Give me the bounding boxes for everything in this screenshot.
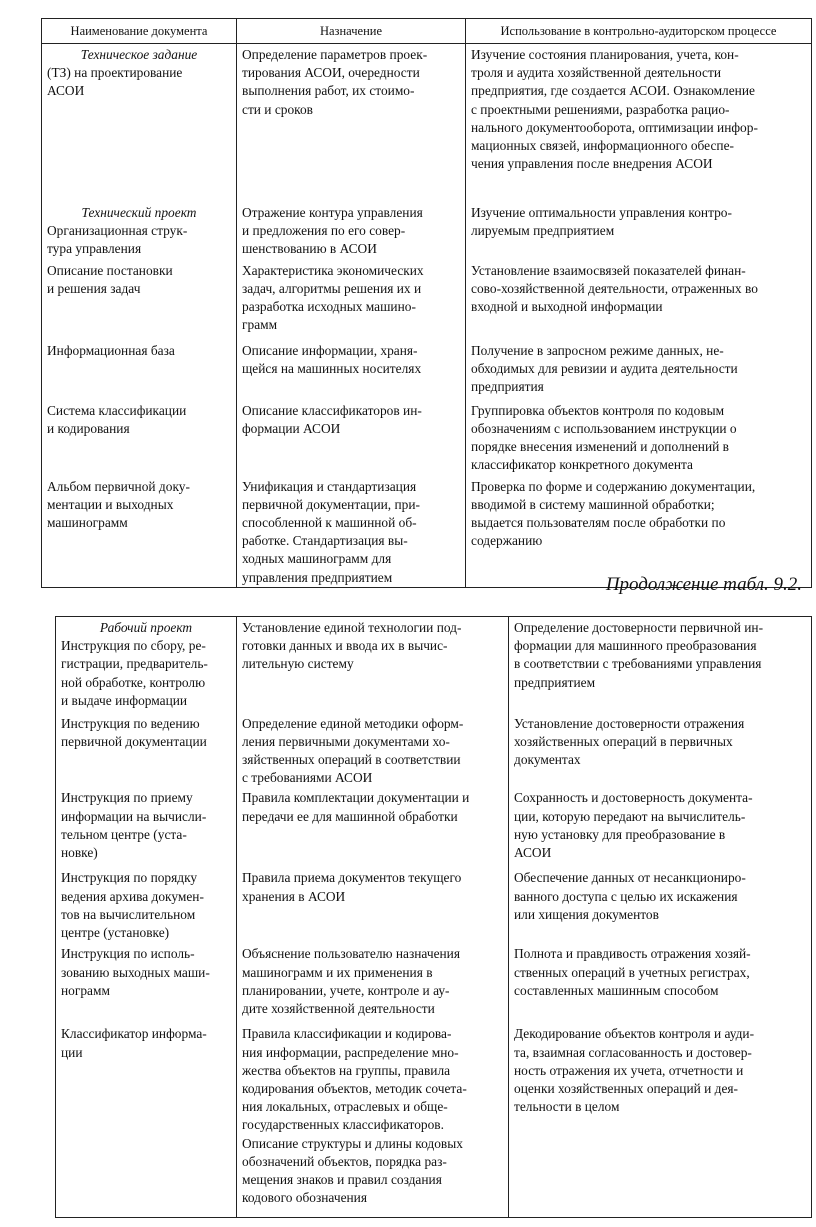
document-name: Организационная струк- тура управления [47, 222, 188, 256]
usage-cell: Изучение состояния планирования, учета, кон- троля и аудита хозяйственной деятельности предприятия, где создается АСОИ. Ознакомление с проектными решениями, разработка рацио- нального документооборота, оптимизации инфор- мационных связей, информационного обеспе- чения управления после внедрения АСОИ [466, 44, 812, 202]
purpose-cell: Объяснение пользователю назначения машинограмм и их применения в планировании, учете, контроле и ау- дите хозяйственной деятельности [237, 943, 509, 1023]
document-name-cell [42, 400, 237, 476]
purpose-cell: Описание классификаторов ин- формации АСОИ [237, 400, 466, 476]
table-row [56, 617, 812, 713]
table-row [56, 713, 812, 788]
usage-cell: Обеспечение данных от несанкциониро- ванного доступа с целью их искажения или хищения документов [509, 867, 812, 943]
document-name-cell [42, 202, 237, 260]
table-row [56, 867, 812, 943]
document-name-cell [42, 44, 237, 202]
document-name-cell [42, 340, 237, 400]
document-name: Инструкция по приему информации на вычисли- тельном центре (уста- новке) [61, 790, 207, 860]
document-name-cell [56, 787, 237, 867]
purpose-cell: Правила классификации и кодирова- ния информации, распределение мно- жества объектов на группы, правила кодирования объектов, методик сочета- ния локальных, отраслевых и обще- государственных классификаторов. Описание структуры и длины кодовых обозначений объектов, порядка раз- мещения знаков и правил создания кодового обозначения [237, 1023, 509, 1217]
document-table-part2 [55, 616, 812, 1218]
table-row [42, 400, 812, 476]
document-name: Инструкция по ведению первичной документации [61, 715, 207, 749]
document-name: Система классификации и кодирования [47, 402, 187, 436]
purpose-cell: Унификация и стандартизация первичной документации, при- способленной к машинной об- работке. Стандартизация вы- ходных машинограмм для управления предприятием [237, 476, 466, 588]
document-name: Альбом первичной доку- ментации и выходных машинограмм [47, 478, 190, 530]
table-row [42, 476, 812, 588]
purpose-cell: Установление единой технологии под- готовки данных и ввода их в вычис- лительную систему [237, 617, 509, 713]
header-document-name: Наименование документа [42, 19, 237, 44]
table-row [56, 943, 812, 1023]
document-name-cell [42, 260, 237, 340]
purpose-cell: Описание информации, храня- щейся на машинных носителях [237, 340, 466, 400]
document-name-cell [56, 867, 237, 943]
table-row [42, 260, 812, 340]
usage-cell: Проверка по форме и содержанию документации, вводимой в систему машинной обработки; выдается пользователям после обработки по содержанию [466, 476, 812, 588]
purpose-cell: Характеристика экономических задач, алгоритмы решения их и разработка исходных машино- грамм [237, 260, 466, 340]
document-name: Информационная база [47, 342, 175, 358]
document-name: Инструкция по порядку ведения архива докумен- тов на вычислительном центре (установке) [61, 870, 204, 940]
purpose-cell: Отражение контура управления и предложения по его совер- шенствованию в АСОИ [237, 202, 466, 260]
usage-cell: Определение достоверности первичной ин- формации для машинного преобразования в соответствии с требованиями управления предприятием [509, 617, 812, 713]
table-row [56, 1023, 812, 1217]
document-name-cell [56, 617, 237, 713]
usage-cell: Изучение оптимальности управления контро- лируемым предприятием [466, 202, 812, 260]
purpose-cell: Определение параметров проек- тирования АСОИ, очередности выполнения работ, их стоимо- сти и сроков [237, 44, 466, 202]
usage-cell: Получение в запросном режиме данных, не- обходимых для ревизии и аудита деятельности предприятия [466, 340, 812, 400]
usage-cell: Сохранность и достоверность документа- ции, которую передают на вычислитель- ную установку для преобразование в АСОИ [509, 787, 812, 867]
document-name-cell [56, 1023, 237, 1217]
purpose-cell: Определение единой методики оформ- ления первичными документами хо- зяйственных операций в соответствии с требованиями АСОИ [237, 713, 509, 788]
purpose-cell: Правила комплектации документации и передачи ее для машинной обработки [237, 787, 509, 867]
section-title: Техническое задание [80, 47, 198, 62]
purpose-cell: Правила приема документов текущего хранения в АСОИ [237, 867, 509, 943]
table-row [42, 202, 812, 260]
document-name-cell [56, 713, 237, 788]
section-title: Технический проект [81, 204, 197, 220]
document-name: Описание постановки и решения задач [47, 262, 173, 296]
usage-cell: Декодирование объектов контроля и ауди- та, взаимная согласованность и достовер- ность отражения их учета, отчетности и оценки хозяйственных операций и дея- тельности в целом [509, 1023, 812, 1217]
document-name: Инструкция по сбору, ре- гистрации, предваритель- ной обработке, контролю и выдаче информации [61, 638, 208, 708]
header-usage: Использование в контрольно-аудиторском процессе [466, 19, 812, 44]
table-row [42, 340, 812, 400]
document-name-cell [42, 476, 237, 588]
document-name: Классификатор информа- ции [61, 1026, 207, 1060]
document-name: Инструкция по исполь- зованию выходных маши- нограмм [61, 946, 210, 998]
header-purpose: Назначение [237, 19, 466, 44]
table-row [56, 787, 812, 867]
continuation-label: Продолжение табл. 9.2. [605, 574, 802, 595]
table-row [42, 44, 812, 202]
usage-cell: Установление достоверности отражения хозяйственных операций в первичных документах [509, 713, 812, 788]
usage-cell: Установление взаимосвязей показателей финан- сово-хозяйственной деятельности, отраженных во входной и выходной информации [466, 260, 812, 340]
section-title: Рабочий проект [99, 620, 193, 635]
usage-cell: Группировка объектов контроля по кодовым обозначениям с использованием инструкции о порядке внесения изменений и дополнений в классификатор конкретного документа [466, 400, 812, 476]
table-header-row [42, 19, 812, 44]
usage-cell: Полнота и правдивость отражения хозяй- ственных операций в учетных регистрах, составленных машинным способом [509, 943, 812, 1023]
document-table-part1 [41, 18, 812, 588]
document-name: (ТЗ) на проектирование АСОИ [47, 65, 183, 99]
document-name-cell [56, 943, 237, 1023]
